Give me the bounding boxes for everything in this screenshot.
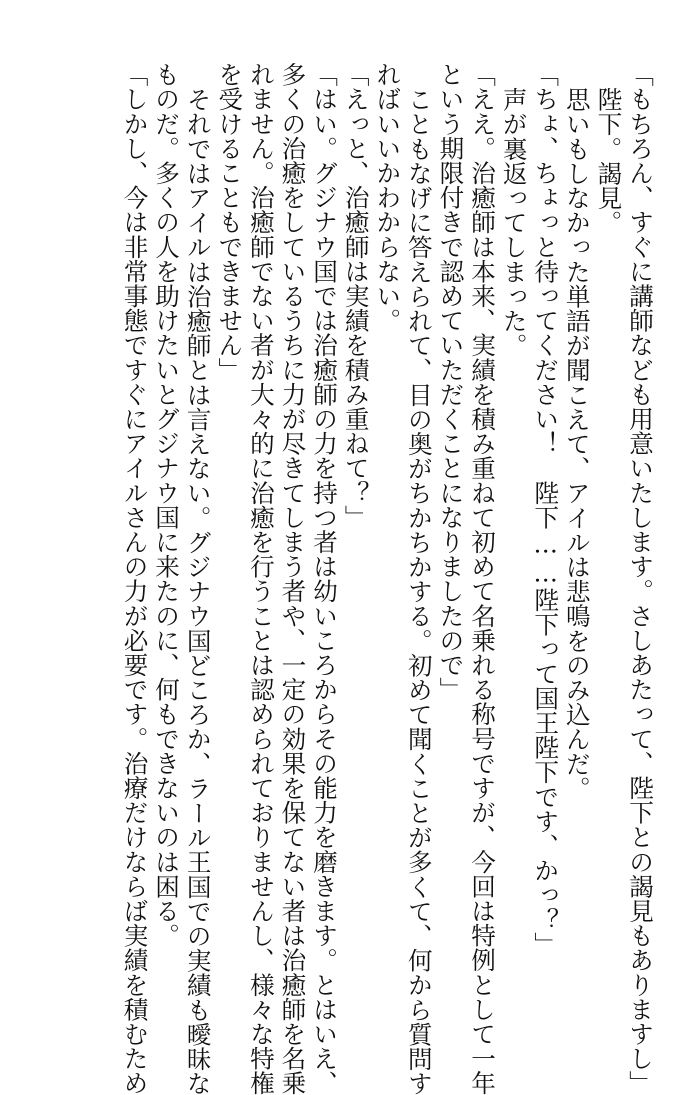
text-line: 陛下。謁見。 [594,86,624,235]
text-line: れません。治癒師でない者が大々的に治癒を行うことは認められておりませんし、様々な特権 [246,62,276,1095]
text-line: 声が裏返ってしまった。 [499,86,529,358]
text-line: ればいいかわからない。 [373,62,403,333]
text-line: 「もちろん、すぐに講師なども用意いたします。さしあたって、陛下との謁見もありますし」 [626,62,655,1095]
text-line: 「ちょ、ちょっと待ってください！ 陛下……陛下って国王陛下です、かっ？」 [531,62,561,957]
text-line: 思いもしなかった単語が聞こえて、アイルは悲鳴をのみ込んだ。 [562,86,592,800]
text-line: ものだ。多くの人を助けたいとグジナウ国に来たのに、何もできないのは困る。 [152,62,182,948]
text-line: 「ええ。治癒師は本来、実績を積み重ねて初めて名乗れる称号ですが、今回は特例として一年 [468,62,498,1095]
text-line: を受けることもできません」 [215,62,245,382]
text-line: 「はい。グジナウ国では治癒師の力を持つ者は幼いころからその能力を磨きます。とはいえ、 [310,62,340,1095]
text-line: それではアイルは治癒師とは言えない。グジナウ国どころか、ラール王国での実績も曖昧な [183,86,213,1095]
vertical-text-body [119,62,656,1095]
text-line: 多くの治癒をしているうちに力が尽きてしまう者や、一定の効果を保てない者は治癒師を名乗 [278,62,308,1095]
text-line: こともなげに答えられて、目の奥がちかちかする。初めて聞くことが多くて、何から質問す [404,86,434,1095]
text-line: という期限付きで認めていただくことになりましたので」 [436,62,466,702]
text-line: 「えっと、治癒師は実績を積み重ねて？」 [341,62,371,530]
text-line: 「しかし、今は非常事態ですぐにアイルさんの力が必要です。治療だけならば実績を積むため [120,62,150,1095]
